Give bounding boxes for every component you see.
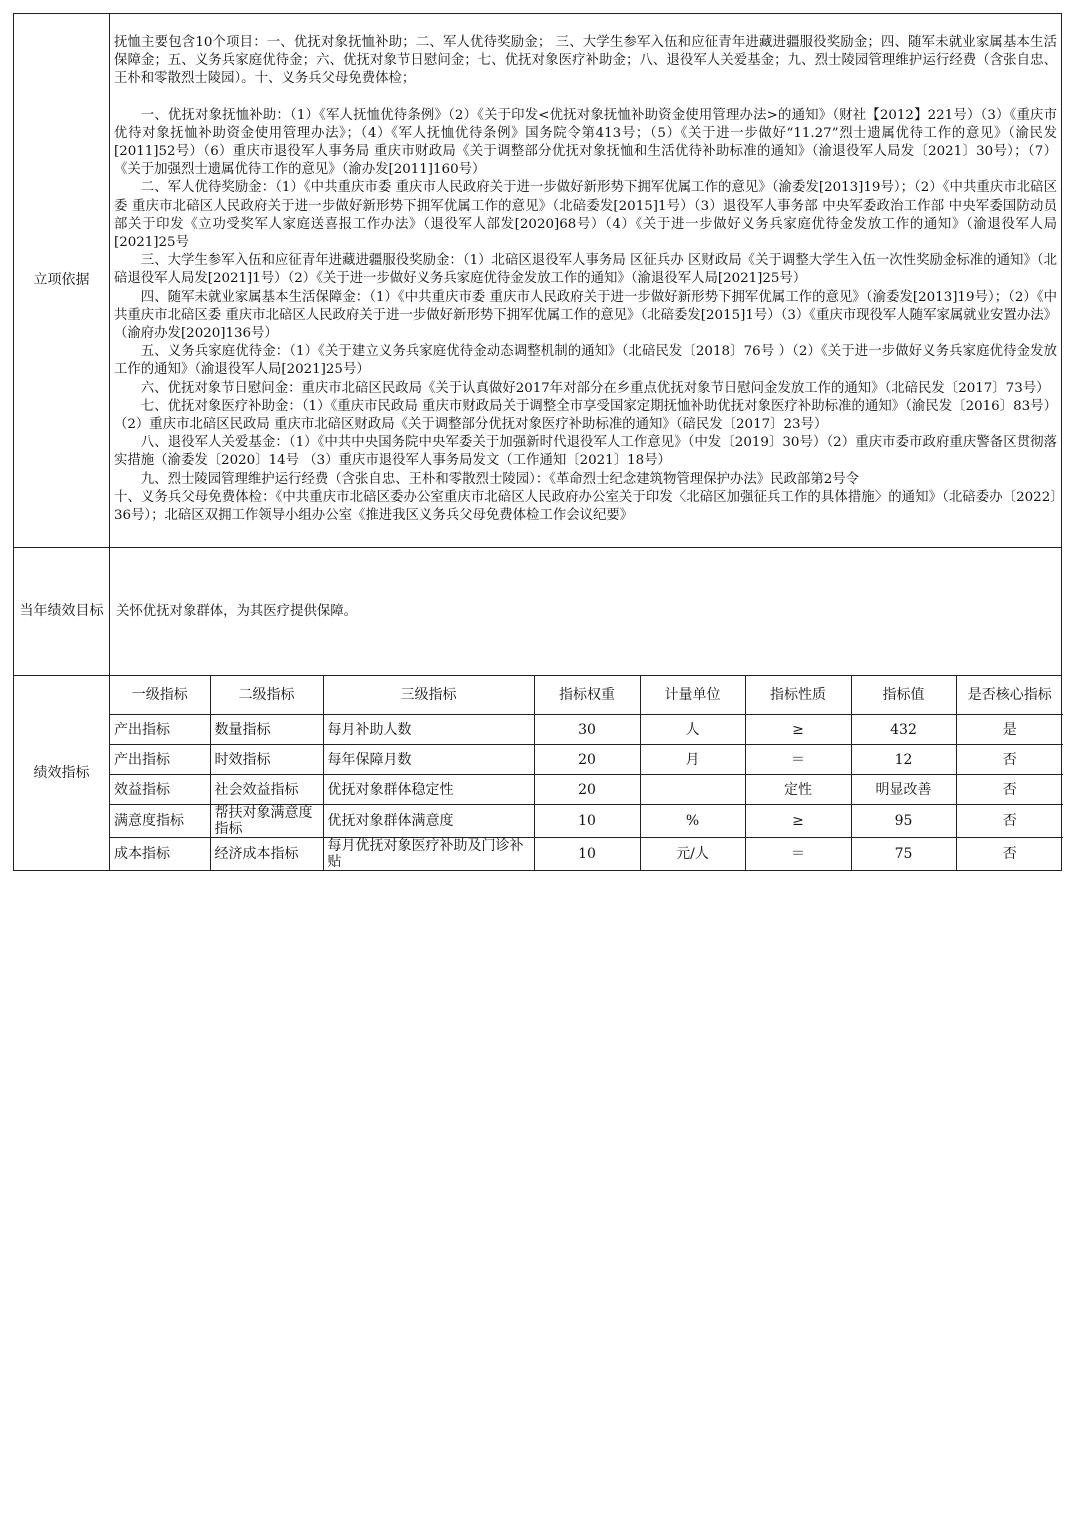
goal-row	[14, 548, 1062, 676]
table-cell: 否	[956, 745, 1063, 775]
table-cell: ＝	[745, 745, 851, 775]
basis-item: 七、优抚对象医疗补助金：（1）《重庆市民政局 重庆市财政局关于调整全市享受国家定期抚恤补助优抚对象医疗补助标准的通知》（渝民发〔2016〕83号） （2）重庆市北碚区民政局 重庆市北碚区财政局《关于调整部分优抚对象医疗补助标准的通知》（碚民发〔2017〕23号）	[114, 398, 1057, 433]
header-cell: 指标性质	[745, 676, 851, 715]
table-cell: 10	[534, 838, 640, 871]
table-cell: 每年保障月数	[323, 745, 534, 775]
table-cell: %	[640, 805, 745, 838]
table-cell: ≥	[745, 805, 851, 838]
table-cell: 每月补助人数	[323, 715, 534, 745]
table-cell: 时效指标	[210, 745, 323, 775]
table-cell: 优抚对象群体满意度	[323, 805, 534, 838]
table-row	[110, 838, 1063, 871]
table-cell: 月	[640, 745, 745, 775]
basis-item: 三、大学生参军入伍和应征青年进藏进疆服役奖励金：（1）北碚区退役军人事务局 区征兵办 区财政局《关于调整大学生入伍一次性奖励金标准的通知》（北碚退役军人局发[2021]1号）（2）《关于进一步做好义务兵家庭优待金发放工作的通知》（渝退役军人局[2021]25号）	[114, 253, 1057, 287]
table-row	[110, 775, 1063, 805]
table-cell: 否	[956, 775, 1063, 805]
table-cell: 30	[534, 715, 640, 745]
table-cell: 效益指标	[110, 775, 210, 805]
indicators-label: 绩效指标	[14, 676, 110, 871]
table-cell: 否	[956, 805, 1063, 838]
table-cell	[640, 775, 745, 805]
table-row	[110, 715, 1063, 745]
basis-item: 六、优抚对象节日慰问金：重庆市北碚区民政局《关于认真做好2017年对部分在乡重点优抚对象节日慰问金发放工作的通知》（北碚民发〔2017〕73号）	[140, 380, 1050, 396]
table-cell: ＝	[745, 838, 851, 871]
basis-item: 九、烈士陵园管理维护运行经费（含张自忠、王朴和零散烈士陵园）：《革命烈士纪念建筑物管理保护办法》民政部第2号令	[140, 471, 860, 487]
header-cell: 三级指标	[323, 676, 534, 715]
basis-item: 二、军人优待奖励金：（1）《中共重庆市委 重庆市人民政府关于进一步做好新形势下拥军优属工作的意见》（渝委发[2013]19号）；（2）《中共重庆市北碚区委 重庆市北碚区人民政府关于进一步做好新形势下拥军优属工作的意见》（北碚委发[2015]1号）（3）退役军人事务部 中央军委政治工作部 中央军委国防动员部关于印发《立功受奖军人家庭送喜报工作办法》（退役军人部发[2020]68号）（4）《关于进一步做好义务兵家庭优待金发放工作的通知》（渝退役军人局[2021]25号	[114, 180, 1057, 251]
table-cell: 否	[956, 838, 1063, 871]
project-table	[13, 13, 1062, 871]
header-cell: 计量单位	[640, 676, 745, 715]
basis-item: 四、随军未就业家属基本生活保障金：（1）《中共重庆市委 重庆市人民政府关于进一步做好新形势下拥军优属工作的意见》（渝委发[2013]19号）；（2）《中共重庆市北碚区委 重庆市北碚区人民政府关于进一步做好新形势下拥军优属工作的意见》（北碚委发[2015]1号）（3）《重庆市现役军人随军家属就业安置办法》（渝府办发[2020]136号）	[114, 289, 1057, 342]
table-cell: 明显改善	[851, 775, 956, 805]
header-cell: 指标权重	[534, 676, 640, 715]
table-cell: 产出指标	[110, 745, 210, 775]
table-cell: 10	[534, 805, 640, 838]
table-cell: 满意度指标	[110, 805, 210, 838]
indicators-content	[110, 676, 1062, 871]
header-cell: 一级指标	[110, 676, 210, 715]
table-row	[110, 805, 1063, 838]
table-cell: 元/人	[640, 838, 745, 871]
table-cell: 数量指标	[210, 715, 323, 745]
basis-intro: 抚恤主要包含10个项目：一、优抚对象抚恤补助；二、军人优待奖励金； 三、大学生参军入伍和应征青年进藏进疆服役奖励金；四、随军未就业家属基本生活保障金；五、义务兵家庭优待金；六、优抚对象节日慰问金；七、优抚对象医疗补助金；八、退役军人关爱基金；九、烈士陵园管理维护运行经费（含张自忠、王朴和零散烈士陵园）。十、义务兵父母免费体检；	[114, 35, 1057, 87]
table-cell: 经济成本指标	[210, 838, 323, 871]
table-cell: 成本指标	[110, 838, 210, 871]
table-cell: 帮扶对象满意度指标	[210, 805, 323, 838]
indicator-row	[14, 676, 1062, 871]
goal-label: 当年绩效目标	[14, 548, 110, 676]
goal-text: 关怀优抚对象群体，为其医疗提供保障。	[116, 603, 358, 619]
basis-label: 立项依据	[14, 14, 110, 548]
table-cell: 是	[956, 715, 1063, 745]
basis-item: 一、优抚对象抚恤补助：（1）《军人抚恤优待条例》（2）《关于印发<优抚对象抚恤补助资金使用管理办法>的通知》（财社【2012】221号）（3）《重庆市优待对象抚恤补助资金使用管理办法》；（4）《军人抚恤优待条例》国务院令第413号；（5）《关于进一步做好“11.27”烈士遗属优待工作的意见》（渝民发[2011]52号）（6）重庆市退役军人事务局 重庆市财政局《关于调整部分优抚对象抚恤和生活优待补助标准的通知》（渝退役军人局发〔2021〕30号）；（7）《关于加强烈士遗属优待工作的意见》（渝办发[2011]160号）	[114, 107, 1057, 178]
basis-text-block	[110, 14, 1061, 547]
table-cell: 优抚对象群体稳定性	[323, 775, 534, 805]
basis-content	[110, 14, 1062, 548]
indicator-table	[110, 676, 1063, 870]
basis-item-last: 十、义务兵父母免费体检：《中共重庆市北碚区委办公室重庆市北碚区人民政府办公室关于印发〈北碚区加强征兵工作的具体措施〉的通知》（北碚委办〔2022〕36号）；北碚区双拥工作领导小组办公室《推进我区义务兵父母免费体检工作会议纪要》	[114, 489, 1057, 524]
table-cell: 75	[851, 838, 956, 871]
table-cell: 12	[851, 745, 956, 775]
table-cell: 20	[534, 745, 640, 775]
table-row	[110, 745, 1063, 775]
table-cell: 432	[851, 715, 956, 745]
header-cell: 指标值	[851, 676, 956, 715]
table-cell: 人	[640, 715, 745, 745]
table-cell: 社会效益指标	[210, 775, 323, 805]
basis-row	[14, 14, 1062, 548]
table-cell: 产出指标	[110, 715, 210, 745]
goal-content	[110, 548, 1062, 676]
basis-item: 八、退役军人关爱基金：（1）《中共中央国务院中央军委关于加强新时代退役军人工作意见》（中发〔2019〕30号）（2）重庆市委市政府重庆警备区贯彻落实措施（渝委发〔2020〕14号 （3）重庆市退役军人事务局发文（工作通知〔2021〕18号）	[114, 435, 1057, 469]
header-cell: 二级指标	[210, 676, 323, 715]
indicator-header-row	[110, 676, 1063, 715]
performance-document	[13, 13, 1062, 871]
table-cell: 20	[534, 775, 640, 805]
header-cell: 是否核心指标	[956, 676, 1063, 715]
basis-item: 五、义务兵家庭优待金：（1）《关于建立义务兵家庭优待金动态调整机制的通知》（北碚民发〔2018〕76号 ）（2）《关于进一步做好义务兵家庭优待金发放工作的通知》（渝退役军人局[2021]25号）	[114, 344, 1057, 378]
table-cell: ≥	[745, 715, 851, 745]
table-cell: 每月优抚对象医疗补助及门诊补贴	[323, 838, 534, 871]
table-cell: 95	[851, 805, 956, 838]
table-cell: 定性	[745, 775, 851, 805]
